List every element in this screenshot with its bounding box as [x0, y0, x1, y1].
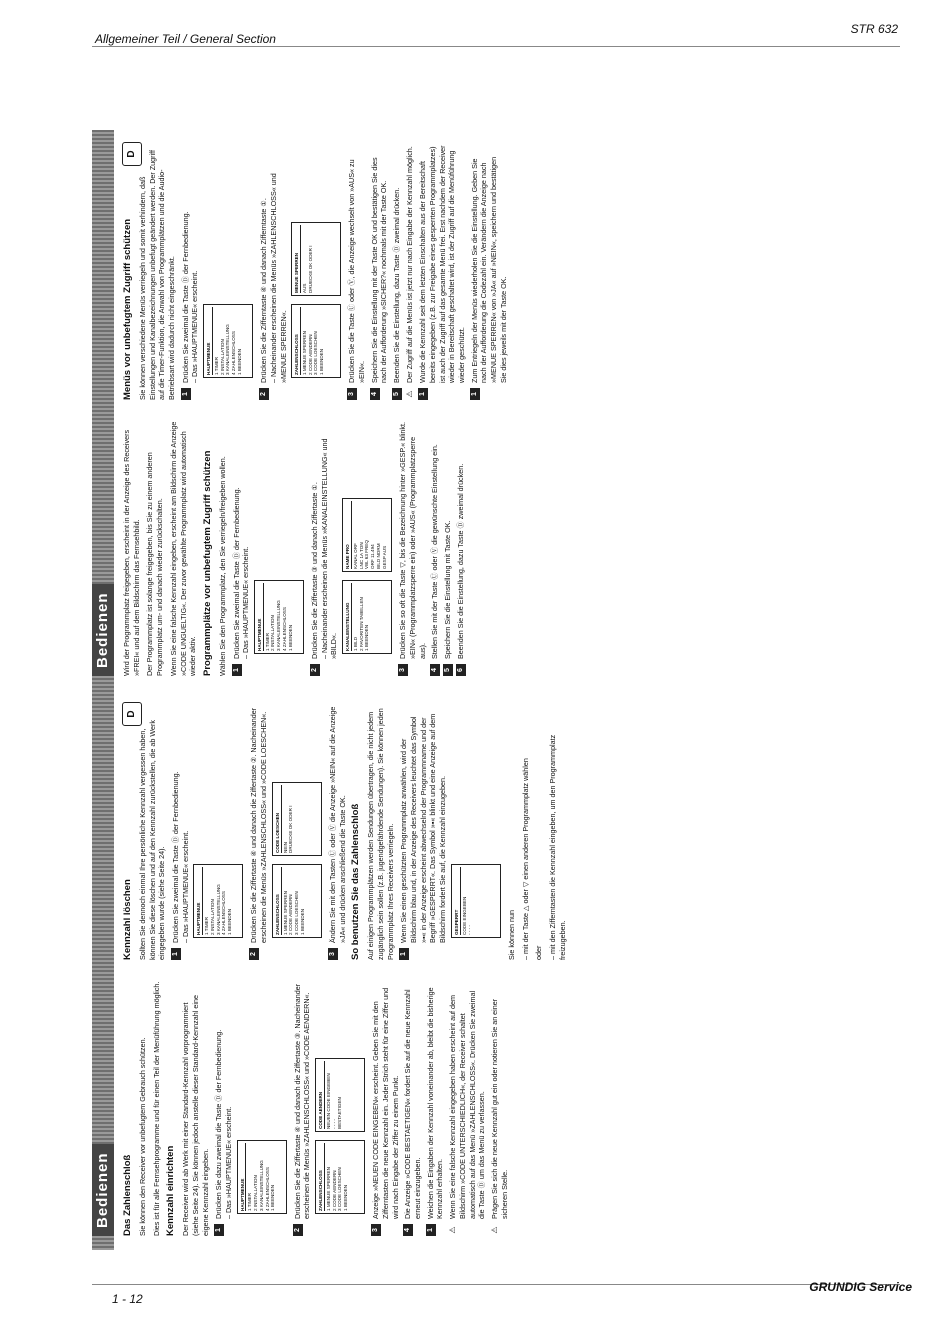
osd-screen-gesperrt: GESPERRT CODE EINGEBEN - - - -: [451, 864, 501, 938]
column-right: [122, 145, 892, 400]
manual-page-upper: [92, 130, 912, 690]
paragraph: Wird der Programmplatz freigegeben, erscheint in der Anzeige des Receivers »FREI« und auf dem Bildschirm das Fernsehbild.: [122, 429, 141, 676]
language-badge: D: [122, 702, 142, 726]
step: 1 Drücken Sie zweimal die Taste Ⓓ der Fernbedienung. – Das »HAUPTMENUE« erscheint.: [181, 145, 200, 400]
section-heading: Programmplätze vor unbefugtem Zugriff schützen: [202, 450, 214, 676]
step: 1 Drücken Sie zweimal die Taste Ⓓ der Fernbedienung. – Das »HAUPTMENUE« erscheint.: [232, 421, 251, 676]
warning-note: ⚠ Der Zugriff auf die Menüs ist jetzt nur nach Eingabe der Kennzahl möglich.: [405, 145, 415, 400]
step: 2 Drücken Sie die Zifferntaste ④ und danach Zifferntaste ①. – Nacheinander erscheinen die Menüs »ZAHLENSCHLOSS« und »MENUE SPERREN«.: [259, 145, 288, 400]
step: 3 Ändern Sie mit den Tasten Ⓤ oder Ⓥ die Anzeige »NEIN« auf die Anzeige »JA« und drücken anschließend die Taste OK.: [328, 705, 347, 960]
banner-title: Bedienen: [92, 1144, 114, 1236]
osd-screen-hauptmenue: HAUPTMENUE 1 TIMER 2 INSTALLATION 3 KANALEINSTELLUNG 4 ZAHLENSCHLOSS 1 BEENDEN: [193, 864, 243, 938]
screen-illustrations: [254, 421, 304, 654]
paragraph: Sollten Sie dennoch einmal Ihre persönliche Kennzahl vergessen haben, können Sie diese löschen und auf den Kennzahl zurückstellen, die ab Werk eingegeben wurde (siehe Seite 24).: [137, 719, 167, 960]
osd-screen-kanaleinstellung: KANALEINSTELLUNG 1 BILD 2 FAVORITEN TABELLEN 1 BEENDEN: [342, 580, 392, 654]
screen-illustrations: [193, 705, 243, 938]
paragraph: – mit den Zifferntasten die Kennzahl eingeben, um den Programmplatz freizugeben.: [548, 734, 567, 960]
step: 5 Beenden Sie die Einstellung, dazu Taste Ⓓ zweimal drücken.: [392, 145, 402, 400]
screen-illustrations: [451, 705, 501, 938]
section-banner: [92, 690, 114, 1250]
step: 3 Drücken Sie so oft die Taste ▽, bis die Bezeichnung hinter »GESP.« blinkt. »EIN« (Programmplatzsperre ein) oder »AUS« (Programmplatzsperre aus).: [398, 421, 427, 676]
step: 1 Drücken Sie dazu zweimal die Taste Ⓓ der Fernbedienung. – Das »HAUPTMENUE« erscheint.: [214, 981, 233, 1236]
screen-illustrations: [342, 421, 392, 654]
step: 1 Wurde die Kennzahl seit dem letzten Einschalten aus der Bereitschaft bereits eingegeben (z.B. zur Freigabe eines gesperrten Programmplatzes) ist auch der Zugriff auf das gesamte Menü frei. Erst nachdem der Receiver wieder in Bereitschaft geschaltet wird, ist der Zugriff auf die Menüführung wieder geschützt.: [418, 145, 467, 400]
step: 2 Drücken Sie die Ziffertaste ④ und danach die Ziffertaste ③. Nacheinander erscheinen die Menüs »ZAHLENSCHLOSS« und »CODE AENDERN«.: [293, 981, 312, 1236]
step: 3 Drücken Sie die Taste Ⓤ oder Ⓥ, die Anzeige wechselt von »AUS« zu »EIN«.: [347, 145, 366, 400]
column-left: [122, 421, 892, 676]
screen-illustrations: [291, 145, 341, 378]
osd-screen-hauptmenue: HAUPTMENUE 1 TIMER 2 INSTALLATION 3 KANALEINSTELLUNG 4 ZAHLENSCHLOSS 1 BEENDEN: [254, 580, 304, 654]
column-left: [122, 981, 892, 1236]
step: 5 Speichern Sie die Einstellung mit Taste OK.: [443, 421, 453, 676]
step: 6 Beenden Sie die Einstellung, dazu Taste Ⓓ zweimal drücken.: [456, 421, 466, 676]
step: 1 Zum Entriegeln der Menüs wiederholen Sie die Einstellung. Geben Sie nach der Aufforderung die Codezahl ein. Verändern die Anzeige nach »MENUE SPERREN« von »JA« auf »NEIN«, speichern und bestätigen Sie dies jeweils mit der Taste OK.: [470, 145, 509, 400]
paragraph: Wählen Sie den Programmplatz, den Sie verriegeln/freigeben wollen.: [217, 456, 227, 676]
paragraph: Der Receiver wird ab Werk mit einer Standard-Kennzahl vorprogrammiert (siehe Seite 24). Sie können jedoch anstelle dieser Standard-Kennzahl eine eigene Kennzahl eingeben.: [181, 995, 210, 1236]
page-number: 1 - 12: [112, 1292, 143, 1306]
osd-screen-code-loeschen: CODE LOESCHEN NEIN DRUECKE OK ODER I: [272, 782, 322, 856]
section-heading: Kennzahl löschen: [122, 879, 133, 960]
banner-title: Bedienen: [92, 584, 114, 676]
screen-illustrations: [272, 705, 322, 938]
osd-screen-zahlenschloss: ZAHLENSCHLOSS 1 MENUE SPERREN 2 CODE AENDERN 3 CODE LOESCHEN 1 BEENDEN: [291, 304, 341, 378]
paragraph: Sie können nun: [506, 910, 516, 960]
osd-screen-bild: NAME PRO KANAL ORF LNC 1A TON VBL 63 FREQ ORF 11.494 BILD NORM GESP AUS: [342, 498, 392, 572]
step: 4 Speichern Sie die Einstellung mit der Taste OK und bestätigen Sie dies nach der Aufforderung »SICHER?« nochmals mit der Taste OK.: [370, 145, 389, 400]
header-rule: [92, 46, 900, 47]
header-model-number: STR 632: [850, 22, 898, 36]
paragraph: oder: [534, 945, 544, 960]
manual-page-lower: [92, 690, 912, 1250]
paragraph: – mit der Taste △ oder ▽ einen anderen Programmplatz wählen: [520, 758, 530, 960]
screen-illustrations: [237, 981, 287, 1214]
section-heading: Menüs vor unbefugtem Zugriff schützen: [122, 218, 133, 400]
step: 4 Die Anzeige »CODE BESTAETIGEN« fordert Sie auf die neue Kennzahl erneut einzugeben.: [403, 981, 422, 1236]
warning-note: ⚠ Prägen Sie sich die neue Kennzahl gut ein oder notieren Sie an einer sicheren Stelle.: [490, 981, 509, 1236]
step: 4 Stellen Sie mit der Taste Ⓤ oder Ⓥ die gewünschte Einstellung ein.: [430, 421, 440, 676]
step: 1 Drücken Sie zweimal die Taste Ⓓ der Fernbedienung. – Das »HAUPTMENUE« erscheint.: [171, 705, 190, 960]
step: 2 Drücken Sie die Ziffertaste ③ und danach Ziffertaste ①. – Nacheinander erscheinen die Menüs »KANALEINSTELLUNG« und »BILD«.: [310, 421, 339, 676]
osd-screen-hauptmenue: HAUPTMENUE 1 TIMER 2 INSTALLATION 3 KANALEINSTELLUNG 4 ZAHLENSCHLOSS 1 BEENDEN: [237, 1140, 287, 1214]
step: 2 Drücken Sie die Ziffertaste ④ und danach die Ziffertaste ②. Nacheinander erscheinen die Menüs »ZAHLENSCHLOSS« und »CODE LOESCHEN«.: [249, 705, 268, 960]
footer-rule: [92, 1284, 900, 1285]
screen-illustrations: [203, 145, 253, 378]
osd-screen-menue-sperren: MENUE SPERREN AUS DRUECKE OK ODER I: [291, 222, 341, 296]
paragraph: Dies ist für alle Fernsehprogramme und für einen Teil der Menüführung möglich.: [151, 981, 161, 1236]
osd-screen-code-aendern: CODE AENDERN NEUEN CODE EINGEBEN - - - - BESTAETIGEN: [315, 1058, 365, 1132]
section-heading: So benutzen Sie das Zahlenschloß: [350, 803, 362, 960]
screen-illustrations: [315, 981, 365, 1214]
osd-screen-zahlenschloss: ZAHLENSCHLOSS 1 MENUE SPERREN 2 CODE AENDERN 3 CODE LOESCHEN 1 BEENDEN: [315, 1140, 365, 1214]
paragraph: Sie können verschiedene Menüs verriegeln und somit verhindern, daß Einstellungen und Kanalbezeichnungen unbefugt geändert werden. Der Zugriff auf die Timer-Funktion, die Anwahl von Programmplätzen und die Audio-Betriebsart wird dadurch nicht eingeschränkt.: [137, 149, 176, 400]
section-banner: [92, 130, 114, 690]
paragraph: Sie können den Receiver vor unbefugtem Gebrauch schützen.: [137, 1037, 147, 1236]
paragraph: Der Programmplatz ist solange freigegeben, bis Sie zu einem anderen Programmplatz um- und danach wieder zurückschalten.: [145, 452, 165, 676]
header-section-label: Allgemeiner Teil / General Section: [95, 32, 276, 46]
warning-note: ⚠ Wenn Sie eine falsche Kennzahl eingegeben haben erscheint auf dem Bildschirm »CODE UNTERSCHIEDLICH«, der Receiver schaltet automatisch auf das Menü »ZAHLENSCHLOSS«. Drücken Sie zweimal die Taste Ⓓ um das Menü zu verlassen.: [448, 981, 487, 1236]
language-badge: D: [122, 142, 142, 166]
osd-screen-zahlenschloss: ZAHLENSCHLOSS 1 MENUE SPERREN 2 CODE AENDERN 3 CODE LOESCHEN 1 BEENDEN: [272, 864, 322, 938]
osd-screen-hauptmenue: HAUPTMENUE 1 TIMER 2 INSTALLATION 3 KANALEINSTELLUNG 4 ZAHLENSCHLOSS 1 BEENDEN: [203, 304, 253, 378]
paragraph: Wenn Sie eine falsche Kennzahl eingeben, erscheint am Bildschirm die Anzeige »CODE UNGUELTIG«. Der zuvor gewählte Programmplatz wird automatisch wieder aktiv.: [168, 421, 198, 676]
step: 3 Anzeige »NEUEN CODE EINGEBEN« erscheint. Geben Sie mit den Zifferntasten die neue Kennzahl ein. Jeder Strich steht für eine Ziffer und wird nach Eingabe der Ziffer zu einem Punkt.: [371, 981, 400, 1236]
footer-brand: GRUNDIG Service: [809, 1280, 912, 1294]
step: 1 Wenn Sie einen geschützten Programmplatz anwählen, wird der Bildschirm blau und, in der Anzeige des Receivers leuchtet das Symbol »▪« in der Anzeige erscheint abwechselnd der Programmname und der Begriff »GESPERRT«. Das Symbol »▪« blinkt und eine Anzeige auf dem Bildschirm fordert Sie auf, die Kennzahl einzugeben.: [399, 705, 448, 960]
step: 1 Weichen die Eingaben der Kennzahl voneinander ab, bleibt die bisherige Kennzahl erhalten.: [426, 981, 445, 1236]
warning-icon: ⚠: [405, 390, 415, 398]
column-right: [122, 705, 892, 960]
section-heading: Kennzahl einrichten: [165, 1145, 177, 1236]
warning-icon: ⚠: [490, 1226, 499, 1234]
paragraph: Auf einigen Programmplätzen werden Sendungen übertragen, die nicht jedem zugänglich sein sollen (z.B. jugendgefährdende Sendungen). Sie können jeden Programmplatz Ihres Receivers verriegeln.: [366, 708, 395, 960]
section-heading: Das Zahlenschloß: [122, 1154, 133, 1236]
warning-icon: ⚠: [448, 1226, 458, 1234]
